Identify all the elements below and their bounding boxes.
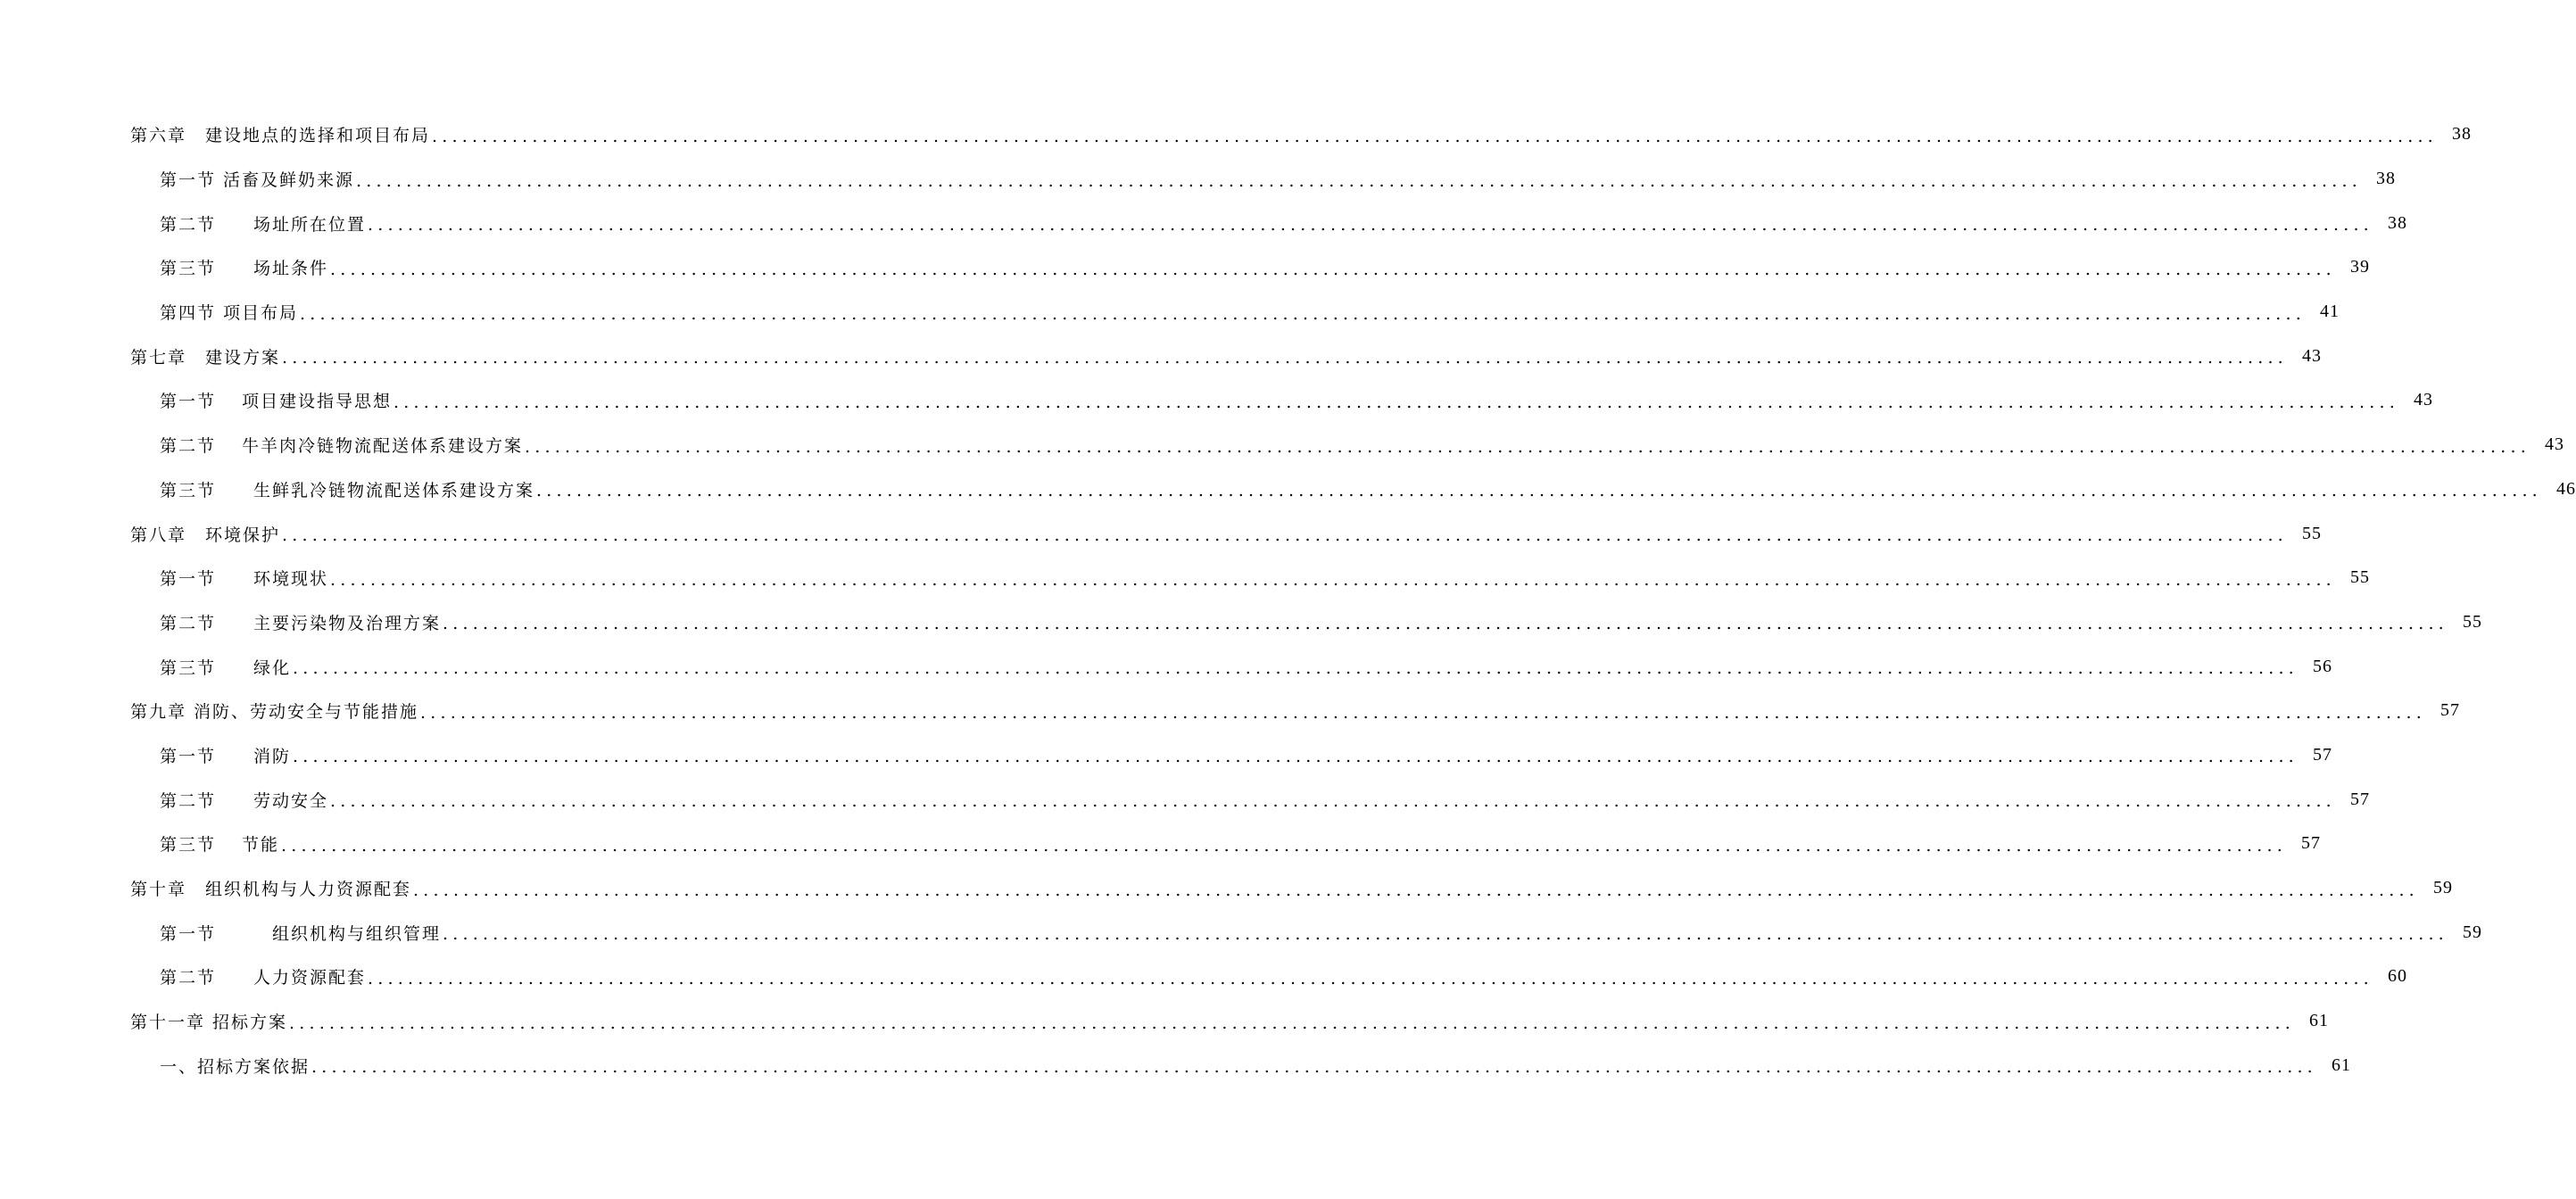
dot-leader: ........................................................................................................................................................................................................ [330, 569, 2336, 590]
toc-entry-title: 第六章 建设地点的选择和项目布局 [130, 126, 431, 146]
toc-entry-page-number: 61 [2331, 1054, 2351, 1075]
toc-entry-title: 第四节 项目布局 [160, 303, 299, 324]
toc-entry-page-number: 57 [2300, 833, 2321, 854]
dot-leader: ........................................................................................................................................................................................................ [443, 924, 2448, 945]
toc-entry-page-number: 46 [2555, 478, 2576, 499]
dot-leader: ........................................................................................................................................................................................................ [368, 215, 2373, 236]
dot-leader: ........................................................................................................................................................................................................ [330, 259, 2336, 279]
toc-entry-title: 第三节 场址条件 [160, 259, 329, 279]
toc-entry-page-number: 41 [2319, 302, 2340, 322]
toc-chapter-entry[interactable] [0, 334, 2322, 378]
toc-section-entry[interactable] [0, 910, 2482, 955]
toc-entry-page-number: 57 [2349, 789, 2370, 809]
toc-entry-title: 第三节 生鲜乳冷链物流配送体系建设方案 [160, 480, 535, 500]
toc-entry-page-number: 39 [2349, 257, 2370, 277]
toc-entry-page-number: 60 [2387, 966, 2407, 987]
table-of-contents [0, 112, 2576, 1087]
toc-entry-title: 一、招标方案依据 [160, 1056, 311, 1077]
toc-entry-page-number: 38 [2451, 124, 2472, 145]
toc-section-entry[interactable] [0, 955, 2407, 999]
toc-entry-title: 第二节 牛羊肉冷链物流配送体系建设方案 [160, 436, 524, 457]
dot-leader: ........................................................................................................................................................................................................ [282, 348, 2288, 368]
dot-leader: ........................................................................................................................................................................................................ [525, 436, 2530, 457]
dot-leader: ........................................................................................................................................................................................................ [368, 968, 2373, 988]
toc-entry-page-number: 56 [2312, 656, 2332, 676]
toc-entry-page-number: 59 [2462, 922, 2482, 942]
toc-entry-page-number: 43 [2413, 390, 2433, 410]
toc-section-entry[interactable] [0, 1043, 2351, 1087]
toc-entry-title: 第二节 主要污染物及治理方案 [160, 613, 442, 633]
toc-entry-title: 第一节 环境现状 [160, 569, 329, 590]
dot-leader: ........................................................................................................................................................................................................ [536, 481, 2542, 501]
dot-leader: ........................................................................................................................................................................................................ [311, 1057, 2317, 1078]
toc-entry-title: 第一节 项目建设指导思想 [160, 392, 393, 412]
toc-section-entry[interactable] [0, 157, 2396, 202]
toc-entry-title: 第八章 环境保护 [130, 525, 281, 545]
toc-section-entry[interactable] [0, 777, 2370, 822]
toc-entry-title: 第十章 组织机构与人力资源配套 [130, 880, 412, 900]
toc-entry-title: 第一节 消防 [160, 746, 292, 766]
dot-leader: ........................................................................................................................................................................................................ [289, 1013, 2295, 1033]
dot-leader: ........................................................................................................................................................................................................ [330, 791, 2336, 812]
toc-entry-title: 第二节 场址所在位置 [160, 214, 367, 235]
toc-chapter-entry[interactable] [0, 866, 2453, 911]
toc-section-entry[interactable] [0, 556, 2370, 600]
toc-section-entry[interactable] [0, 644, 2332, 689]
toc-entry-title: 第二节 人力资源配套 [160, 968, 367, 988]
toc-chapter-entry[interactable] [0, 112, 2472, 157]
toc-section-entry[interactable] [0, 378, 2433, 423]
toc-entry-page-number: 43 [2544, 434, 2564, 455]
dot-leader: ........................................................................................................................................................................................................ [281, 835, 2287, 856]
dot-leader: ........................................................................................................................................................................................................ [282, 525, 2288, 546]
toc-section-entry[interactable] [0, 290, 2340, 335]
toc-section-entry[interactable] [0, 467, 2576, 512]
toc-section-entry[interactable] [0, 423, 2564, 467]
toc-entry-title: 第一节 组织机构与组织管理 [160, 923, 442, 944]
toc-entry-page-number: 55 [2462, 611, 2482, 632]
toc-section-entry[interactable] [0, 822, 2321, 866]
toc-chapter-entry[interactable] [0, 689, 2460, 733]
toc-section-entry[interactable] [0, 201, 2407, 245]
toc-entry-title: 第一节 活畜及鲜奶来源 [160, 170, 355, 191]
toc-entry-title: 第二节 劳动安全 [160, 790, 329, 811]
dot-leader: ........................................................................................................................................................................................................ [300, 303, 2306, 324]
toc-entry-title: 第三节 节能 [160, 835, 280, 856]
toc-section-entry[interactable] [0, 600, 2482, 645]
dot-leader: ........................................................................................................................................................................................................ [293, 747, 2299, 767]
toc-chapter-entry[interactable] [0, 999, 2329, 1044]
dot-leader: ........................................................................................................................................................................................................ [356, 170, 2362, 191]
toc-entry-title: 第九章 消防、劳动安全与节能措施 [130, 702, 419, 723]
toc-entry-page-number: 38 [2387, 212, 2407, 233]
toc-entry-page-number: 57 [2312, 744, 2332, 765]
dot-leader: ........................................................................................................................................................................................................ [393, 392, 2399, 412]
dot-leader: ........................................................................................................................................................................................................ [420, 702, 2426, 723]
toc-section-entry[interactable] [0, 733, 2332, 778]
toc-entry-page-number: 55 [2349, 567, 2370, 588]
toc-entry-page-number: 57 [2439, 700, 2460, 721]
toc-entry-page-number: 38 [2375, 169, 2396, 189]
toc-entry-title: 第三节 绿化 [160, 657, 292, 678]
toc-chapter-entry[interactable] [0, 511, 2322, 556]
toc-entry-page-number: 43 [2301, 345, 2322, 366]
toc-entry-title: 第七章 建设方案 [130, 347, 281, 368]
dot-leader: ........................................................................................................................................................................................................ [413, 880, 2419, 900]
toc-section-entry[interactable] [0, 245, 2370, 290]
toc-entry-page-number: 55 [2301, 523, 2322, 543]
toc-entry-page-number: 61 [2308, 1011, 2329, 1031]
toc-entry-title: 第十一章 招标方案 [130, 1013, 288, 1033]
dot-leader: ........................................................................................................................................................................................................ [443, 614, 2448, 634]
dot-leader: ........................................................................................................................................................................................................ [293, 658, 2299, 679]
dot-leader: ........................................................................................................................................................................................................ [432, 126, 2438, 146]
toc-entry-page-number: 59 [2432, 878, 2453, 898]
